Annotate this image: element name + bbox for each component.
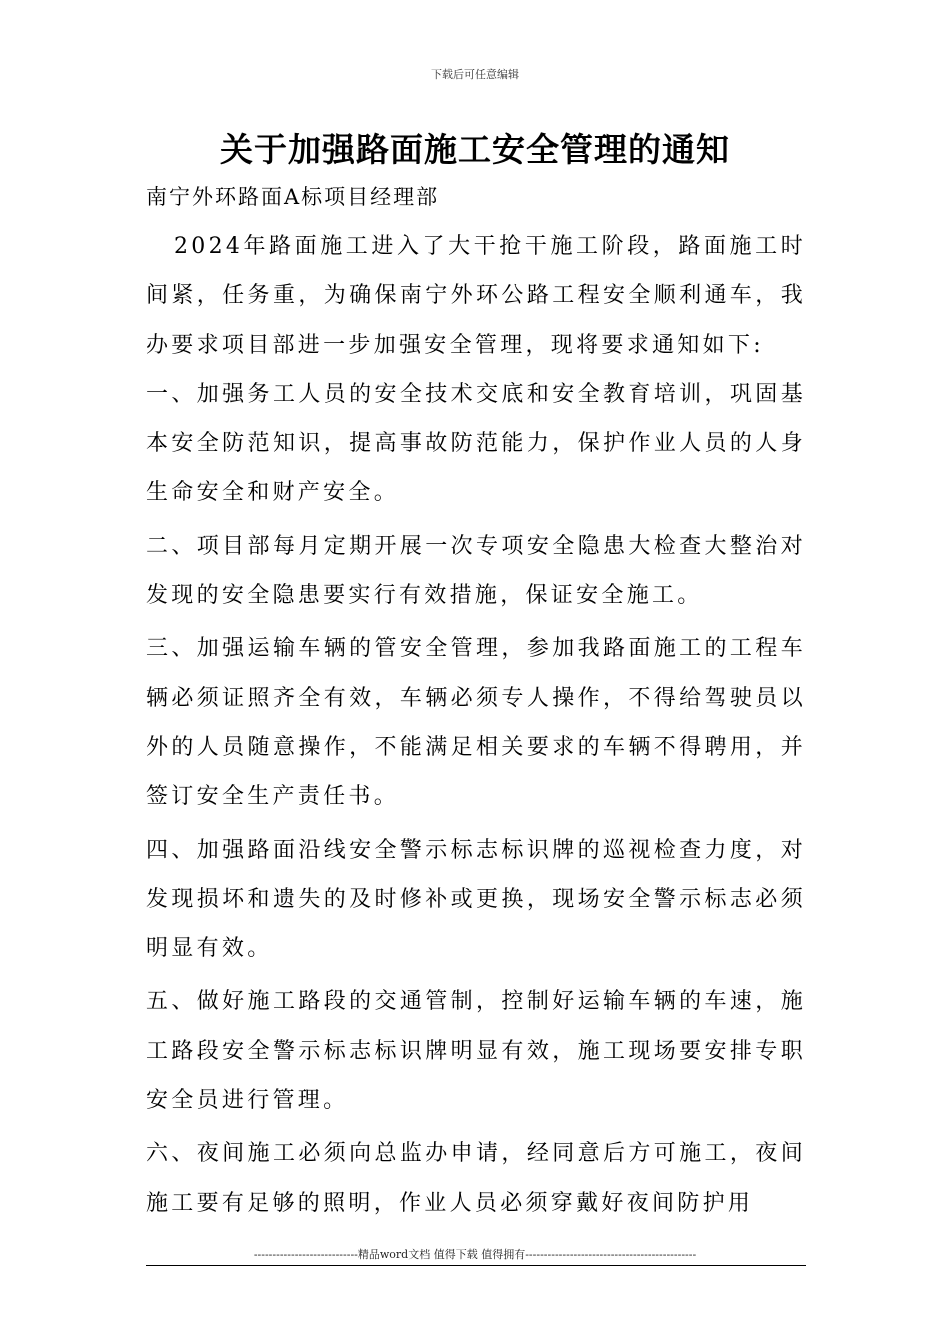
paragraph-item-1: 一、加强务工人员的安全技术交底和安全教育培训，巩固基本安全防范知识，提高事故防范能力，保护作业人员的人身生命安全和财产安全。 — [146, 381, 806, 506]
paragraph-item-4: 四、加强路面沿线安全警示标志标识牌的巡视检查力度，对发现损坏和遗失的及时修补或更换，现场安全警示标志必须明显有效。 — [146, 837, 806, 962]
paragraph-item-2: 二、项目部每月定期开展一次专项安全隐患大检查大整治对发现的安全隐患要实行有效措施，保证安全施工。 — [146, 533, 806, 609]
document-title: 关于加强路面施工安全管理的通知 — [220, 130, 730, 169]
issuing-organization: 南宁外环路面A标项目经理部 — [146, 185, 440, 209]
paragraph-item-3: 三、加强运输车辆的管安全管理，参加我路面施工的工程车辆必须证照齐全有效，车辆必须专人操作，不得给驾驶员以外的人员随意操作，不能满足相关要求的车辆不得聘用，并签订安全生产责任书。 — [146, 636, 806, 810]
header-note: 下载后可任意编辑 — [431, 68, 519, 81]
paragraph-item-6: 六、夜间施工必须向总监办申请，经同意后方可施工，夜间施工要有足够的照明，作业人员必须穿戴好夜间防护用 — [146, 1141, 806, 1216]
paragraph-intro: 2024年路面施工进入了大干抢干施工阶段，路面施工时间紧，任务重，为确保南宁外环公路工程安全顺利通车，我办要求项目部进一步加强安全管理，现将要求通知如下: — [146, 234, 806, 358]
footer-divider — [146, 1265, 806, 1266]
document-body — [146, 222, 806, 1228]
paragraph-item-5: 五、做好施工路段的交通管制，控制好运输车辆的车速，施工路段安全警示标志标识牌明显有效，施工现场要安排专职安全员进行管理。 — [146, 989, 806, 1114]
footer-note: ----------------------------精品word文档 值得下载 值得拥有---------------------------------------------- — [253, 1248, 697, 1261]
